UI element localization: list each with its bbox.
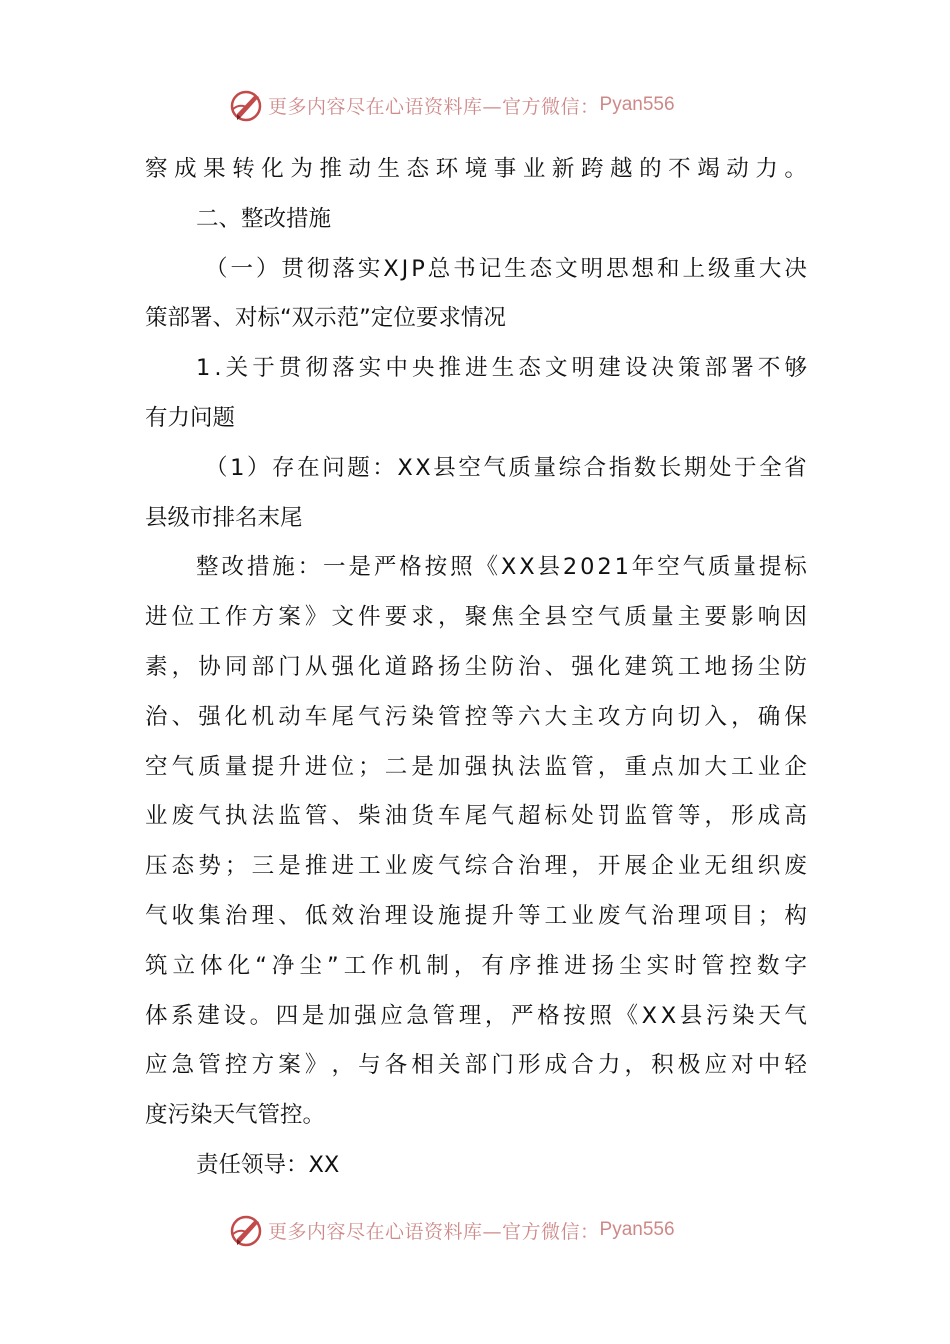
measures-paragraph-line: 整 改 措 施 ： 一 是 严 格 按 照 《 X X 县 2 0 2 1 年 空 气 质 量 提 标 — [196, 554, 807, 581]
pen-logo-icon — [228, 1212, 264, 1248]
measures-paragraph-line: 体 系 建 设 。 四 是 加 强 应 急 管 理 ， 严 格 按 照 《 X X 县 污 染 天 气 — [145, 1002, 807, 1029]
measures-paragraph-line: 进 位 工 作 方 案 》 文 件 要 求 ， 聚 焦 全 县 空 气 质 量 主 要 影 响 因 — [145, 604, 807, 631]
document-body — [145, 145, 807, 1191]
problem-statement-cont: 县级市排名末尾 — [145, 504, 303, 531]
item-heading-cont: 有力问题 — [145, 404, 236, 431]
subsection-heading: （ 一 ） 贯 彻 落 实 X J P 总 书 记 生 态 文 明 思 想 和 上 级 重 大 决 — [205, 255, 807, 282]
measures-paragraph-line: 气 收 集 治 理 、 低 效 治 理 设 施 提 升 等 工 业 废 气 治 理 项 目 ； 构 — [145, 902, 807, 929]
section-heading: 二、整改措施 — [196, 205, 332, 232]
measures-paragraph-line: 应 急 管 控 方 案 》 ， 与 各 相 关 部 门 形 成 合 力 ， 积 极 应 对 中 轻 — [145, 1052, 807, 1079]
problem-statement: （ 1 ） 存 在 问 题 ： X X 县 空 气 质 量 综 合 指 数 长 期 处 于 全 省 — [205, 454, 807, 481]
watermark-text: 更多内容尽在心语资料库—官方微信： — [268, 1220, 600, 1243]
responsible-leader: 责任领导：XX — [196, 1151, 340, 1178]
measures-paragraph-line: 压 态 势 ； 三 是 推 进 工 业 废 气 综 合 治 理 ， 开 展 企 业 无 组 织 废 — [145, 853, 807, 880]
measures-paragraph-line: 度污染天气管控。 — [145, 1102, 326, 1129]
watermark-banner-top — [228, 87, 675, 123]
body-line: 察 成 果 转 化 为 推 动 生 态 环 境 事 业 新 跨 越 的 不 竭 动 力 。 — [145, 156, 807, 182]
watermark-wechat-id: Pyan556 — [599, 94, 675, 115]
measures-paragraph-line: 素 ， 协 同 部 门 从 强 化 道 路 扬 尘 防 治 、 强 化 建 筑 工 地 扬 尘 防 — [145, 653, 807, 680]
watermark-wechat-id: Pyan556 — [599, 1219, 675, 1240]
subsection-heading-cont: 策部署、对标“双示范”定位要求情况 — [145, 305, 506, 332]
measures-paragraph-line: 空 气 质 量 提 升 进 位 ； 二 是 加 强 执 法 监 管 ， 重 点 加 大 工 业 企 — [145, 753, 807, 780]
watermark-text: 更多内容尽在心语资料库—官方微信： — [268, 95, 600, 118]
watermark-banner-bottom — [228, 1212, 675, 1248]
measures-paragraph-line: 筑 立 体 化 “ 净 尘 ” 工 作 机 制 ， 有 序 推 进 扬 尘 实 时 管 控 数 字 — [145, 952, 807, 979]
item-heading: 1 . 关 于 贯 彻 落 实 中 央 推 进 生 态 文 明 建 设 决 策 部 署 不 够 — [196, 355, 807, 382]
pen-logo-icon — [228, 87, 264, 123]
measures-paragraph-line: 业 废 气 执 法 监 管 、 柴 油 货 车 尾 气 超 标 处 罚 监 管 等 ， 形 成 高 — [145, 803, 807, 830]
measures-paragraph-line: 治 、 强 化 机 动 车 尾 气 污 染 管 控 等 六 大 主 攻 方 向 切 入 ， 确 保 — [145, 703, 807, 730]
